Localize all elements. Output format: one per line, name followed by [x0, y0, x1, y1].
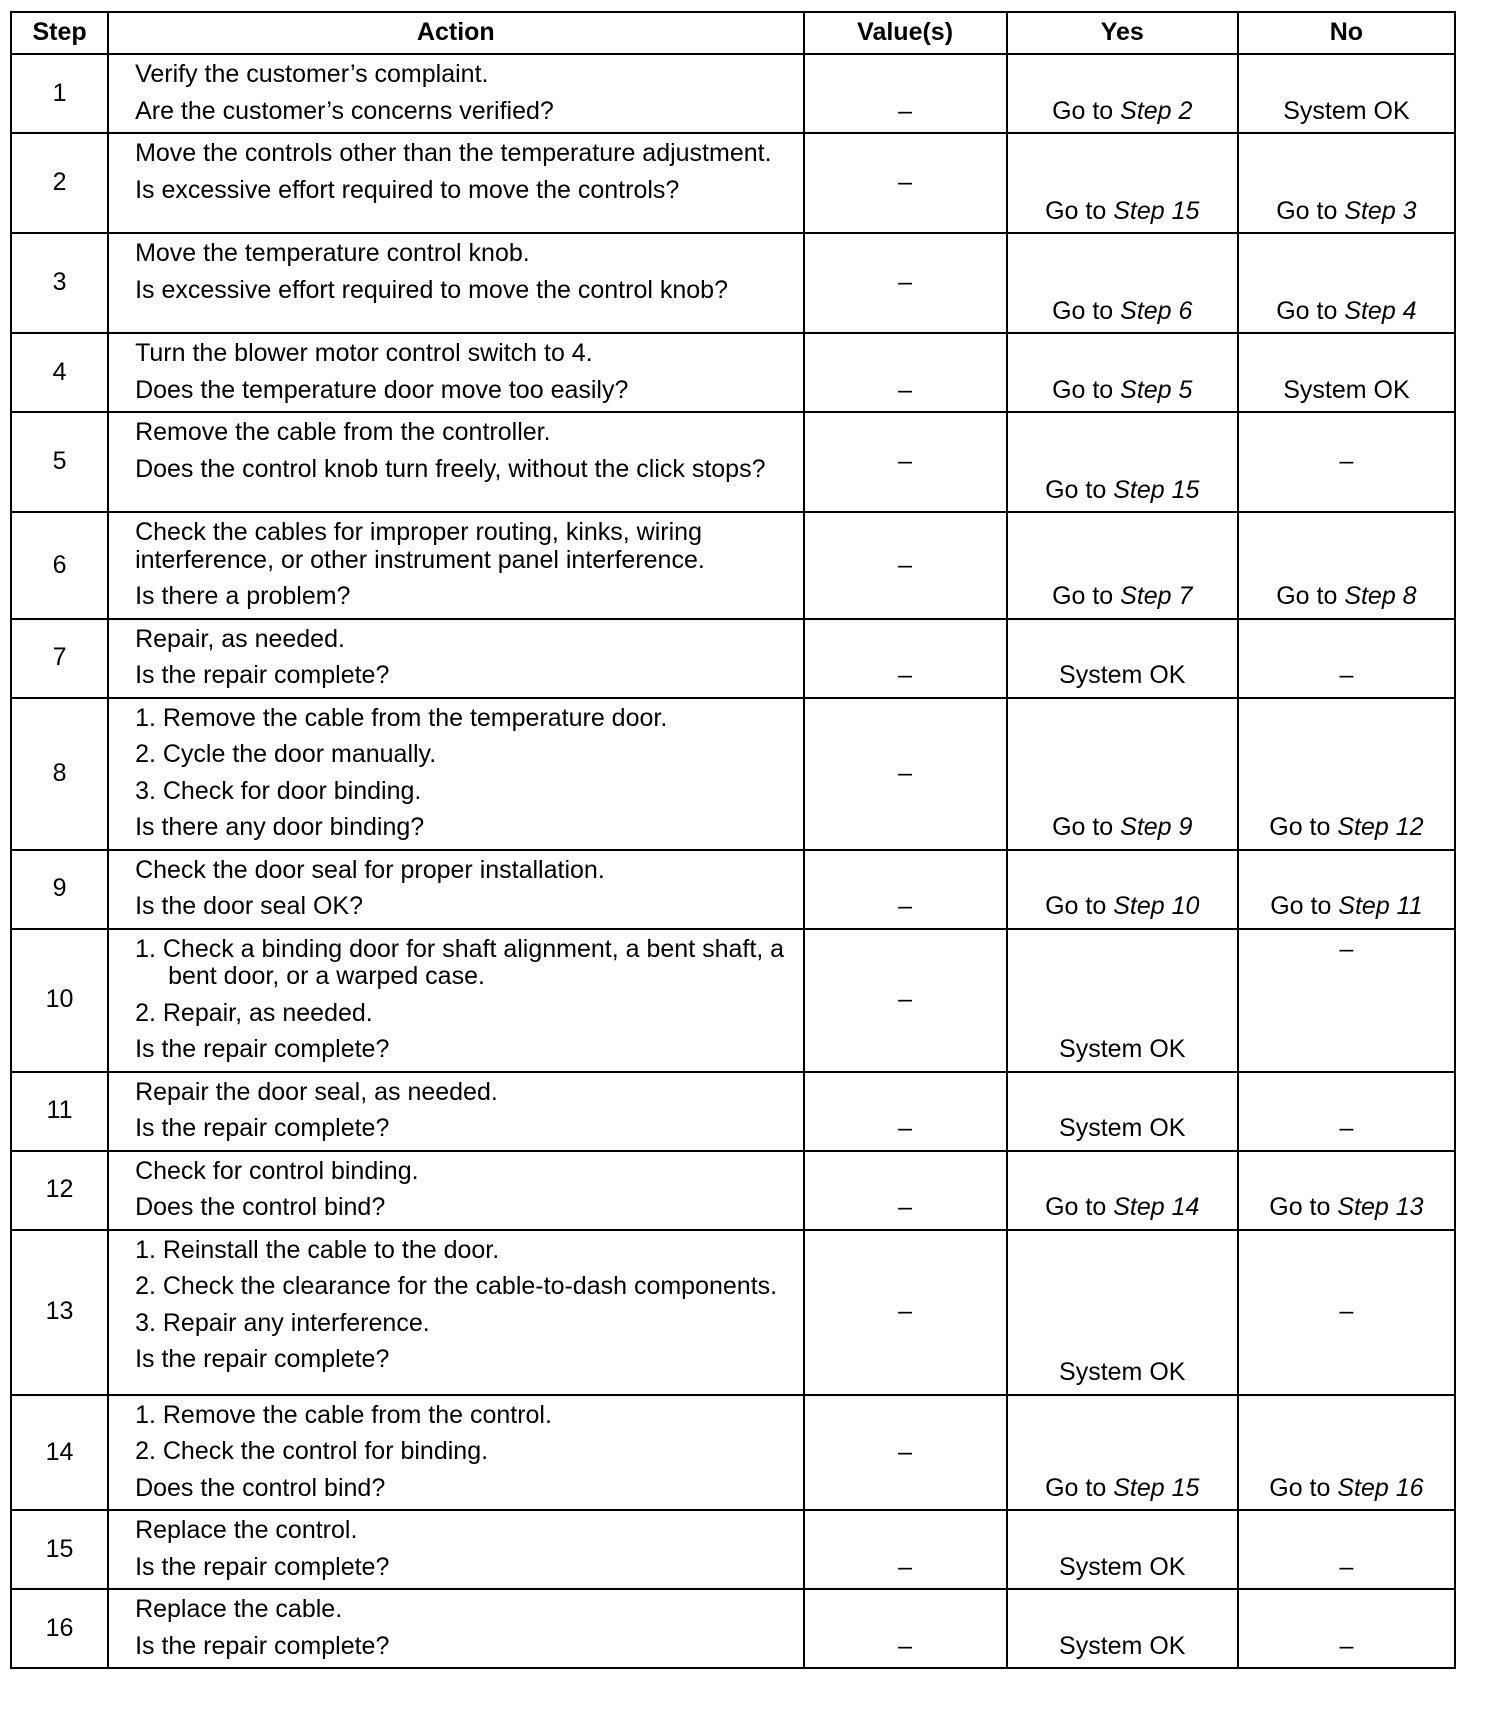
action-line: Is excessive effort required to move the control knob?	[135, 275, 728, 304]
action-cell	[108, 619, 803, 698]
action-line: Replace the cable.	[135, 1595, 343, 1623]
yes-result	[1007, 1151, 1238, 1230]
yes-result	[1007, 54, 1238, 133]
table-body	[11, 54, 1455, 1668]
action-line: 1. Reinstall the cable to the door.	[135, 1235, 500, 1264]
goto-label: Go to	[1276, 196, 1345, 225]
yes-result: System OK	[1007, 1072, 1238, 1151]
table-row	[11, 1072, 1455, 1151]
action-line: 1. Remove the cable from the control.	[135, 1400, 552, 1429]
yes-result: System OK	[1007, 619, 1238, 698]
action-line: Is the repair complete?	[135, 1114, 390, 1142]
yes-result	[1007, 512, 1238, 619]
step-reference: Step 5	[1120, 375, 1193, 404]
action-line: 2. Check the control for binding.	[135, 1437, 489, 1465]
yes-result: System OK	[1007, 929, 1238, 1072]
yes-result	[1007, 233, 1238, 333]
goto-label: Go to	[1045, 196, 1114, 225]
step-number: 13	[11, 1230, 108, 1395]
action-cell	[108, 929, 803, 1072]
table-row	[11, 850, 1455, 929]
table-row	[11, 54, 1455, 133]
action-line: Move the temperature control knob.	[135, 239, 530, 267]
table-row	[11, 1151, 1455, 1230]
no-result	[1238, 698, 1455, 850]
no-result: –	[1238, 1589, 1455, 1668]
table-row	[11, 233, 1455, 333]
value-cell: –	[804, 512, 1007, 619]
step-reference: Step 15	[1113, 475, 1200, 504]
action-line: Is the repair complete?	[135, 1035, 390, 1063]
goto-label: Go to	[1045, 1193, 1114, 1221]
step-reference: Step 15	[1113, 1473, 1200, 1502]
value-cell: –	[804, 54, 1007, 133]
no-result: –	[1238, 412, 1455, 512]
header-action: Action	[108, 12, 803, 54]
header-no: No	[1238, 12, 1455, 54]
action-cell	[108, 512, 803, 619]
goto-label: Go to	[1270, 892, 1339, 920]
value-cell: –	[804, 850, 1007, 929]
step-number: 5	[11, 412, 108, 512]
goto-label: Go to	[1045, 475, 1114, 504]
table-row	[11, 1230, 1455, 1395]
header-yes: Yes	[1007, 12, 1238, 54]
action-line: Is the repair complete?	[135, 1552, 390, 1581]
yes-result	[1007, 698, 1238, 850]
action-cell	[108, 1072, 803, 1151]
action-line: Is the door seal OK?	[135, 892, 363, 920]
header-row	[11, 12, 1455, 54]
action-cell	[108, 1151, 803, 1230]
yes-result	[1007, 133, 1238, 233]
step-reference: Step 15	[1113, 196, 1200, 225]
action-line: Does the control bind?	[135, 1473, 386, 1502]
yes-result: System OK	[1007, 1589, 1238, 1668]
step-number: 4	[11, 333, 108, 412]
action-line: Is the repair complete?	[135, 661, 390, 689]
step-number: 8	[11, 698, 108, 850]
action-cell	[108, 1589, 803, 1668]
action-line: 1. Remove the cable from the temperature door.	[135, 703, 668, 732]
action-line: Check the door seal for proper installation.	[135, 855, 605, 884]
table-row	[11, 412, 1455, 512]
step-reference: Step 9	[1120, 813, 1193, 841]
step-reference: Step 11	[1338, 892, 1423, 920]
action-cell	[108, 54, 803, 133]
diagnostic-table	[10, 11, 1456, 1669]
action-line: Repair, as needed.	[135, 624, 345, 653]
action-line: Check the cables for improper routing, kinks, wiring interference, or other instrument panel interference.	[135, 518, 705, 574]
action-cell	[108, 1230, 803, 1395]
no-result	[1238, 233, 1455, 333]
no-result	[1238, 1151, 1455, 1230]
value-cell: –	[804, 698, 1007, 850]
action-line: 2. Repair, as needed.	[135, 998, 373, 1027]
step-reference: Step 3	[1344, 196, 1417, 225]
action-line: Are the customer’s concerns verified?	[135, 96, 554, 125]
step-reference: Step 14	[1113, 1193, 1200, 1221]
no-result: System OK	[1238, 54, 1455, 133]
table-row	[11, 512, 1455, 619]
action-line: Verify the customer’s complaint.	[135, 60, 489, 88]
no-result: –	[1238, 619, 1455, 698]
value-cell: –	[804, 1072, 1007, 1151]
value-cell: –	[804, 333, 1007, 412]
action-line: Is the repair complete?	[135, 1345, 390, 1373]
action-line: Move the controls other than the temperature adjustment.	[135, 139, 772, 167]
step-number: 14	[11, 1395, 108, 1511]
step-number: 6	[11, 512, 108, 619]
action-line: Is excessive effort required to move the controls?	[135, 175, 680, 204]
action-line: Turn the blower motor control switch to 4.	[135, 339, 593, 367]
value-cell: –	[804, 233, 1007, 333]
step-reference: Step 4	[1344, 296, 1417, 325]
action-cell	[108, 1510, 803, 1589]
header-step: Step	[11, 12, 108, 54]
table-row	[11, 619, 1455, 698]
yes-result: System OK	[1007, 1510, 1238, 1589]
step-number: 2	[11, 133, 108, 233]
goto-label: Go to	[1276, 582, 1345, 610]
no-result: –	[1238, 1072, 1455, 1151]
value-cell: –	[804, 412, 1007, 512]
step-number: 3	[11, 233, 108, 333]
action-line: Does the temperature door move too easily?	[135, 375, 629, 404]
no-result	[1238, 850, 1455, 929]
step-number: 1	[11, 54, 108, 133]
action-line: Replace the control.	[135, 1516, 358, 1544]
action-line: 1. Check a binding door for shaft alignment, a bent shaft, a bent door, or a warped case.	[135, 934, 785, 990]
goto-label: Go to	[1052, 813, 1121, 841]
no-result	[1238, 512, 1455, 619]
table-row	[11, 1589, 1455, 1668]
no-result	[1238, 133, 1455, 233]
action-cell	[108, 698, 803, 850]
value-cell: –	[804, 619, 1007, 698]
step-reference: Step 6	[1120, 296, 1193, 325]
no-result: –	[1238, 929, 1455, 1072]
yes-result: System OK	[1007, 1230, 1238, 1395]
action-line: Does the control knob turn freely, without the click stops?	[135, 454, 766, 483]
no-result: –	[1238, 1510, 1455, 1589]
value-cell: –	[804, 1395, 1007, 1511]
step-reference: Step 7	[1120, 582, 1193, 610]
action-cell	[108, 850, 803, 929]
step-reference: Step 8	[1344, 582, 1417, 610]
yes-result	[1007, 333, 1238, 412]
table-row	[11, 1510, 1455, 1589]
action-line: Remove the cable from the controller.	[135, 418, 551, 446]
header-value: Value(s)	[804, 12, 1007, 54]
table-row	[11, 1395, 1455, 1511]
no-result: –	[1238, 1230, 1455, 1395]
value-cell: –	[804, 1510, 1007, 1589]
step-reference: Step 16	[1337, 1473, 1424, 1502]
value-cell: –	[804, 1230, 1007, 1395]
no-result	[1238, 1395, 1455, 1511]
no-result: System OK	[1238, 333, 1455, 412]
goto-label: Go to	[1269, 813, 1338, 841]
goto-label: Go to	[1045, 1473, 1114, 1502]
step-reference: Step 2	[1120, 96, 1193, 125]
goto-label: Go to	[1052, 296, 1121, 325]
action-line: 3. Check for door binding.	[135, 776, 422, 805]
step-reference: Step 10	[1113, 892, 1200, 920]
value-cell: –	[804, 133, 1007, 233]
yes-result	[1007, 850, 1238, 929]
step-number: 9	[11, 850, 108, 929]
step-reference: Step 13	[1337, 1193, 1424, 1221]
action-line: 3. Repair any interference.	[135, 1308, 430, 1337]
goto-label: Go to	[1045, 892, 1114, 920]
action-line: Does the control bind?	[135, 1193, 386, 1221]
step-number: 10	[11, 929, 108, 1072]
goto-label: Go to	[1052, 96, 1121, 125]
action-line: Is the repair complete?	[135, 1631, 390, 1660]
action-cell	[108, 1395, 803, 1511]
step-number: 15	[11, 1510, 108, 1589]
step-number: 16	[11, 1589, 108, 1668]
action-cell	[108, 333, 803, 412]
action-line: 2. Check the clearance for the cable-to-dash components.	[135, 1272, 778, 1300]
action-cell	[108, 412, 803, 512]
action-line: Check for control binding.	[135, 1156, 419, 1185]
action-cell	[108, 233, 803, 333]
table-row	[11, 698, 1455, 850]
table-row	[11, 133, 1455, 233]
value-cell: –	[804, 1589, 1007, 1668]
yes-result	[1007, 1395, 1238, 1511]
goto-label: Go to	[1052, 375, 1121, 404]
step-number: 7	[11, 619, 108, 698]
action-line: Is there any door binding?	[135, 813, 425, 841]
action-line: Is there a problem?	[135, 582, 351, 610]
value-cell: –	[804, 929, 1007, 1072]
goto-label: Go to	[1269, 1193, 1338, 1221]
action-line: 2. Cycle the door manually.	[135, 740, 437, 768]
table-row	[11, 929, 1455, 1072]
action-cell	[108, 133, 803, 233]
goto-label: Go to	[1052, 582, 1121, 610]
action-line: Repair the door seal, as needed.	[135, 1077, 498, 1106]
step-number: 12	[11, 1151, 108, 1230]
value-cell: –	[804, 1151, 1007, 1230]
goto-label: Go to	[1276, 296, 1345, 325]
yes-result	[1007, 412, 1238, 512]
table-row	[11, 333, 1455, 412]
goto-label: Go to	[1269, 1473, 1338, 1502]
step-reference: Step 12	[1337, 813, 1424, 841]
step-number: 11	[11, 1072, 108, 1151]
